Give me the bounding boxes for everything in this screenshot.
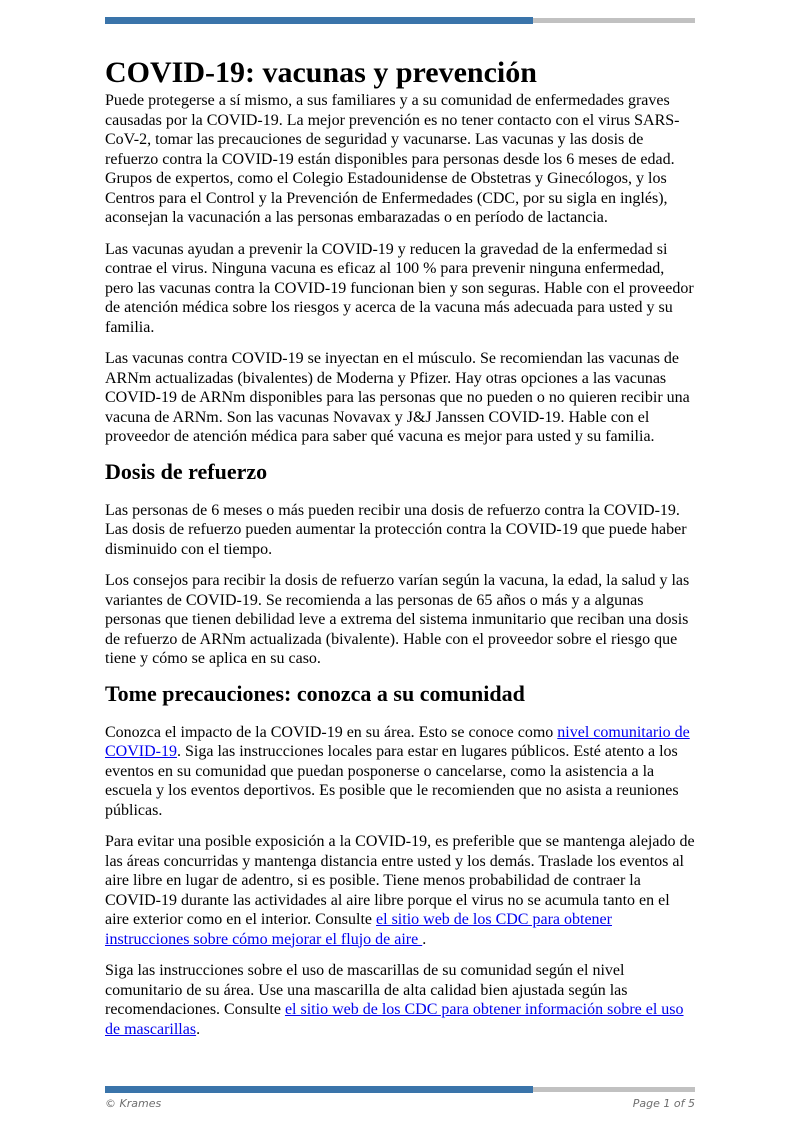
cdc-masks-link[interactable]: el sitio web de los CDC para obtener información sobre el uso de mascarillas (105, 1001, 684, 1038)
text-run: . (196, 1020, 201, 1038)
paragraph (105, 961, 695, 1039)
footer-rule-blue-segment (105, 1086, 533, 1093)
text-run: Puede protegerse a sí mismo, a sus familiares y a su comunidad de enfermedades graves causadas por la COVID-19. La mejor prevención es no tener contacto con el virus SARS-CoV-2, tomar las precauciones de seguridad y vacunarse. Las vacunas y las dosis de refuerzo contra la COVID-19 están disponibles para personas desde los 6 meses de edad. Grupos de expertos, como el Colegio Estadounidense de Obstetras y Ginecólogos, y los Centros para el Control y la Prevención de Enfermedades (CDC, por su sigla en inglés), aconsejan la vacunación a las personas embarazadas o en período de lactancia. (105, 92, 680, 226)
text-run: Siga las instrucciones sobre el uso de mascarillas de su comunidad según el nivel comunitario de su área. Use una mascarilla de alta calidad bien ajustada según las recomendaciones. Consulte (105, 962, 628, 1018)
text-run: Los consejos para recibir la dosis de refuerzo varían según la vacuna, la edad, la salud y las variantes de COVID-19. Se recomienda a las personas de 65 años o más y a algunas personas que tienen debilidad leve a extrema del sistema inmunitario que reciban una dosis de refuerzo de ARNm actualizada (bivalente). Hable con el proveedor sobre el riesgo que tiene y cómo se aplica en su caso. (105, 572, 690, 667)
text-run: Las personas de 6 meses o más pueden recibir una dosis de refuerzo contra la COVID-19. Las dosis de refuerzo pueden aumentar la protección contra la COVID-19 que puede haber disminuido con el tiempo. (105, 501, 687, 558)
text-run: Las vacunas contra COVID-19 se inyectan en el músculo. Se recomiendan las vacunas de ARNm actualizadas (bivalentes) de Moderna y Pfizer. Hay otras opciones a las vacunas COVID-19 de ARNm disponibles para las personas que no pueden o no quieren recibir una vacuna de ARNm. Son las vacunas Novavax y J&J Janssen COVID-19. Hable con el proveedor de atención médica para saber qué vacuna es mejor para usted y su familia. (105, 350, 690, 445)
paragraph (105, 571, 695, 669)
text-run: Las vacunas ayudan a prevenir la COVID-19 y reducen la gravedad de la enfermedad si contrae el virus. Ninguna vacuna es eficaz al 100 % para prevenir ninguna enfermedad, pero las vacunas contra la COVID-19 funcionan bien y son seguras. Hable con el proveedor de atención médica sobre los riesgos y acerca de la vacuna más adecuada para usted y su familia. (105, 240, 694, 336)
covid-community-level-link[interactable]: nivel comunitario de COVID-19 (105, 723, 690, 760)
header-rule-blue-segment (105, 17, 533, 24)
header-rule (105, 17, 695, 24)
document-flow (105, 91, 695, 1039)
paragraph (105, 723, 695, 821)
footer-rule-gray-segment (533, 1087, 695, 1092)
cdc-airflow-link[interactable]: el sitio web de los CDC para obtener instrucciones sobre cómo mejorar el flujo de aire (105, 911, 612, 948)
document-body (105, 24, 695, 1039)
text-run: Conozca el impacto de la COVID-19 en su área. Esto se conoce como (105, 723, 558, 741)
page-title: COVID-19: vacunas y prevención (105, 56, 537, 89)
header-rule-gray-segment (533, 18, 695, 23)
footer-page-number: Page 1 of 5 (632, 1097, 695, 1110)
footer-copyright: © Krames (105, 1097, 162, 1110)
paragraph (105, 349, 695, 447)
section-heading: Dosis de refuerzo (105, 458, 268, 484)
paragraph (105, 501, 695, 560)
paragraph (105, 91, 695, 228)
text-run: . (422, 930, 427, 948)
footer-rule (105, 1086, 695, 1093)
section-heading: Tome precauciones: conozca a su comunidad (105, 680, 525, 706)
page-footer (105, 1097, 695, 1110)
paragraph (105, 240, 695, 338)
text-run: . Siga las instrucciones locales para estar en lugares públicos. Esté atento a los eventos en su comunidad que puedan posponerse o cancelarse, como la asistencia a la escuela y los eventos deportivos. Es posible que le recomienden que no asista a reuniones públicas. (105, 743, 679, 819)
paragraph (105, 832, 695, 949)
text-run: Para evitar una posible exposición a la COVID-19, es preferible que se mantenga alejado de las áreas concurridas y mantenga distancia entre usted y los demás. Traslade los eventos al aire libre en lugar de adentro, si es posible. Tiene menos probabilidad de contraer la COVID-19 durante las actividades al aire libre porque el virus no se acumula tanto en el aire exterior como en el interior. Consulte (105, 833, 695, 928)
